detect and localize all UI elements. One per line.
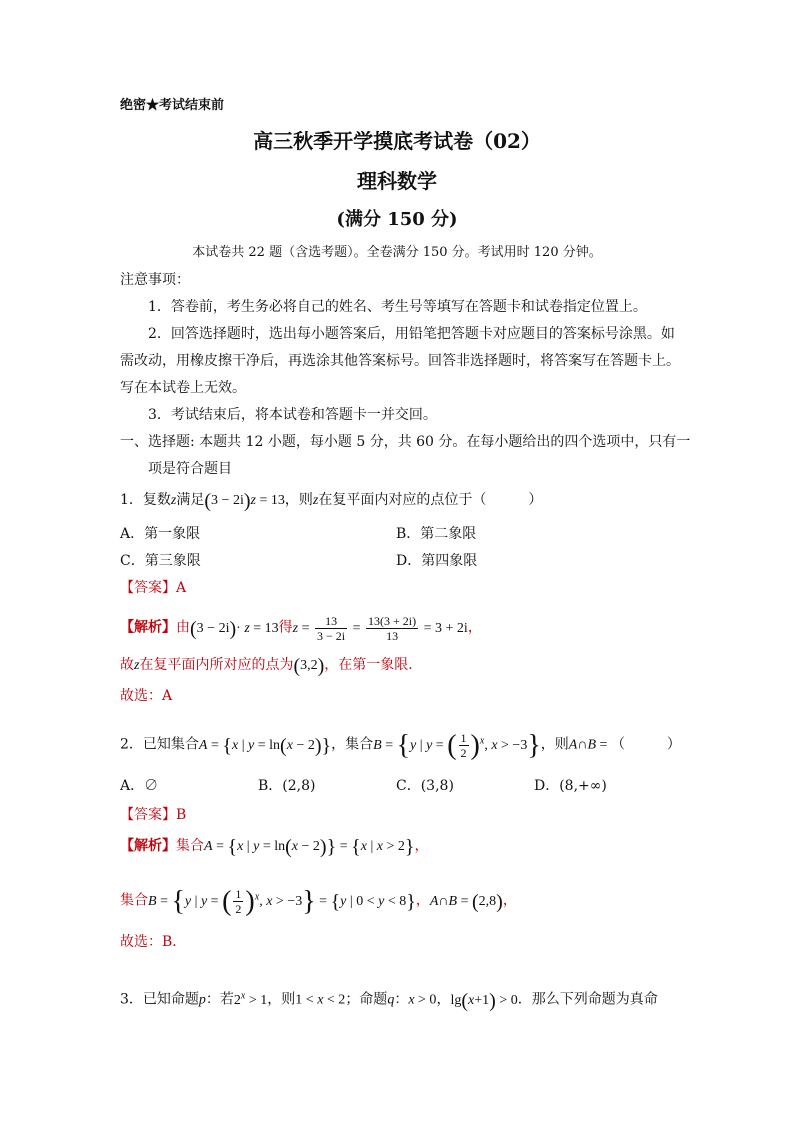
notice-item-1: 1．答卷前，考生务必将自己的姓名、考生号等填写在答题卡和试卷指定位置上。 [148,299,647,315]
notice-heading: 注意事项： [120,272,190,288]
q1-answer: 【答案】A [120,580,187,596]
q2-analysis-line2: 集合B = {y | y = ( $\frac{1}{2}$ )$^x$, x > −3} = {y | 0 < y < 8}，A∩B = (2,8)， [120,885,517,917]
q2-analysis: 【解析】集合A = {x | y = ln(x − 2)} = {x | x > 2}， [120,835,429,858]
q3-p-text: ：若 [205,991,234,1008]
q2-tail2: （ ） [610,736,681,753]
q2-mid: ，集合 [331,736,374,753]
q1-mid2: ，则 [284,492,313,508]
q1-conclusion-a: 故 [120,657,134,673]
q2-tail: ，则 [540,736,569,753]
q1-option-b: B．第二象限 [396,526,477,542]
q2-line2-lead: 集合 [120,892,148,909]
q2-analysis-lead: 集合 [176,838,204,854]
q2-prefix: 2．已知集合 [120,736,199,753]
q2-option-d: D．(8,+∞) [534,778,607,794]
q1-option-d: D．第四象限 [396,553,478,569]
q2-option-a: A．∅ [120,778,159,794]
q1-analysis-mid: 得 [278,619,293,636]
q1-choose: 故选：A [120,688,173,704]
q1-mid1: 满足 [176,492,205,508]
confidential-label: 绝密★考试结束前 [120,98,225,113]
q1-tail: 在复平面内对应的点位于（ ） [318,492,543,508]
q2-option-b: B．(2,8) [258,778,316,794]
exam-subject: 理科数学 [357,169,437,193]
q2-option-c: C．(3,8) [396,778,454,794]
q3-q-text: ： [394,991,409,1008]
notice-item-2b: 需改动，用橡皮擦干净后，再选涂其他答案标号。回答非选择题时，将答案写在答题卡上。 [120,353,680,369]
q3-semi: ；命题 [345,991,388,1008]
notice-item-2a: 2．回答选择题时，选出每小题答案后，用铅笔把答题卡对应题目的答案标号涂黑。如 [148,326,675,342]
q3-tail: ．那么下列命题为真命 [517,991,658,1008]
q3-prefix: 3．已知命题 [120,991,199,1008]
section-heading-a: 一、选择题: 本题共 12 小题，每小题 5 分，共 60 分。在每小题给出的四个选项中，只有一 [120,434,691,450]
q1-conclusion: 故z在复平面内所对应的点为(3,2)，在第一象限. [120,654,413,677]
q1-prefix: 1．复数 [120,492,171,508]
question-2-stem: 2．已知集合A = {x | y = ln(x − 2)}，集合B = {y | y = ( $\frac{1}{2}$ )$^x$, x > −3}，则A∩B = （ ） [120,729,681,761]
q1-option-a: A．第一象限 [120,526,201,542]
notice-item-2c: 写在本试卷上无效。 [120,380,246,396]
notice-item-3: 3．考试结束后，将本试卷和答题卡一并交回。 [148,407,437,423]
section-heading-b: 项是符合题目 [148,461,232,477]
q2-answer: 【答案】B [120,807,187,823]
q1-option-c: C．第三象限 [120,553,201,569]
q2-analysis-label: 【解析】 [120,838,176,854]
q1-analysis-lead: 由 [176,619,190,636]
exam-title: 高三秋季开学摸底考试卷（02） [253,129,541,153]
q1-conclusion-c: ，在第一象限. [324,657,413,673]
full-score: (满分 150 分) [336,209,458,230]
exam-summary: 本试卷共 22 题（含选考题）。全卷满分 150 分。考试用时 120 分钟。 [192,245,602,260]
q1-analysis: 【解析】由(3 − 2i)· z = 13得z = $\frac{13}{3 - 2i}$ = $\frac{13(3 + 2i)}{13}$ = 3 + 2i， [120,614,482,643]
q1-conclusion-b: 在复平面内所对应的点为 [139,657,294,673]
question-1-stem: 1．复数z满足(3 − 2i)z = 13，则z在复平面内对应的点位于（ ） [120,489,543,512]
q3-then: ，则 [267,991,296,1008]
q2-choose: 故选：B． [120,934,187,950]
q1-analysis-label: 【解析】 [120,619,176,636]
question-3-stem: 3．已知命题p：若$2^x > 1$，则1 < x < 2；命题q：x > 0，lg(x+1) > 0．那么下列命题为真命 [120,989,658,1012]
